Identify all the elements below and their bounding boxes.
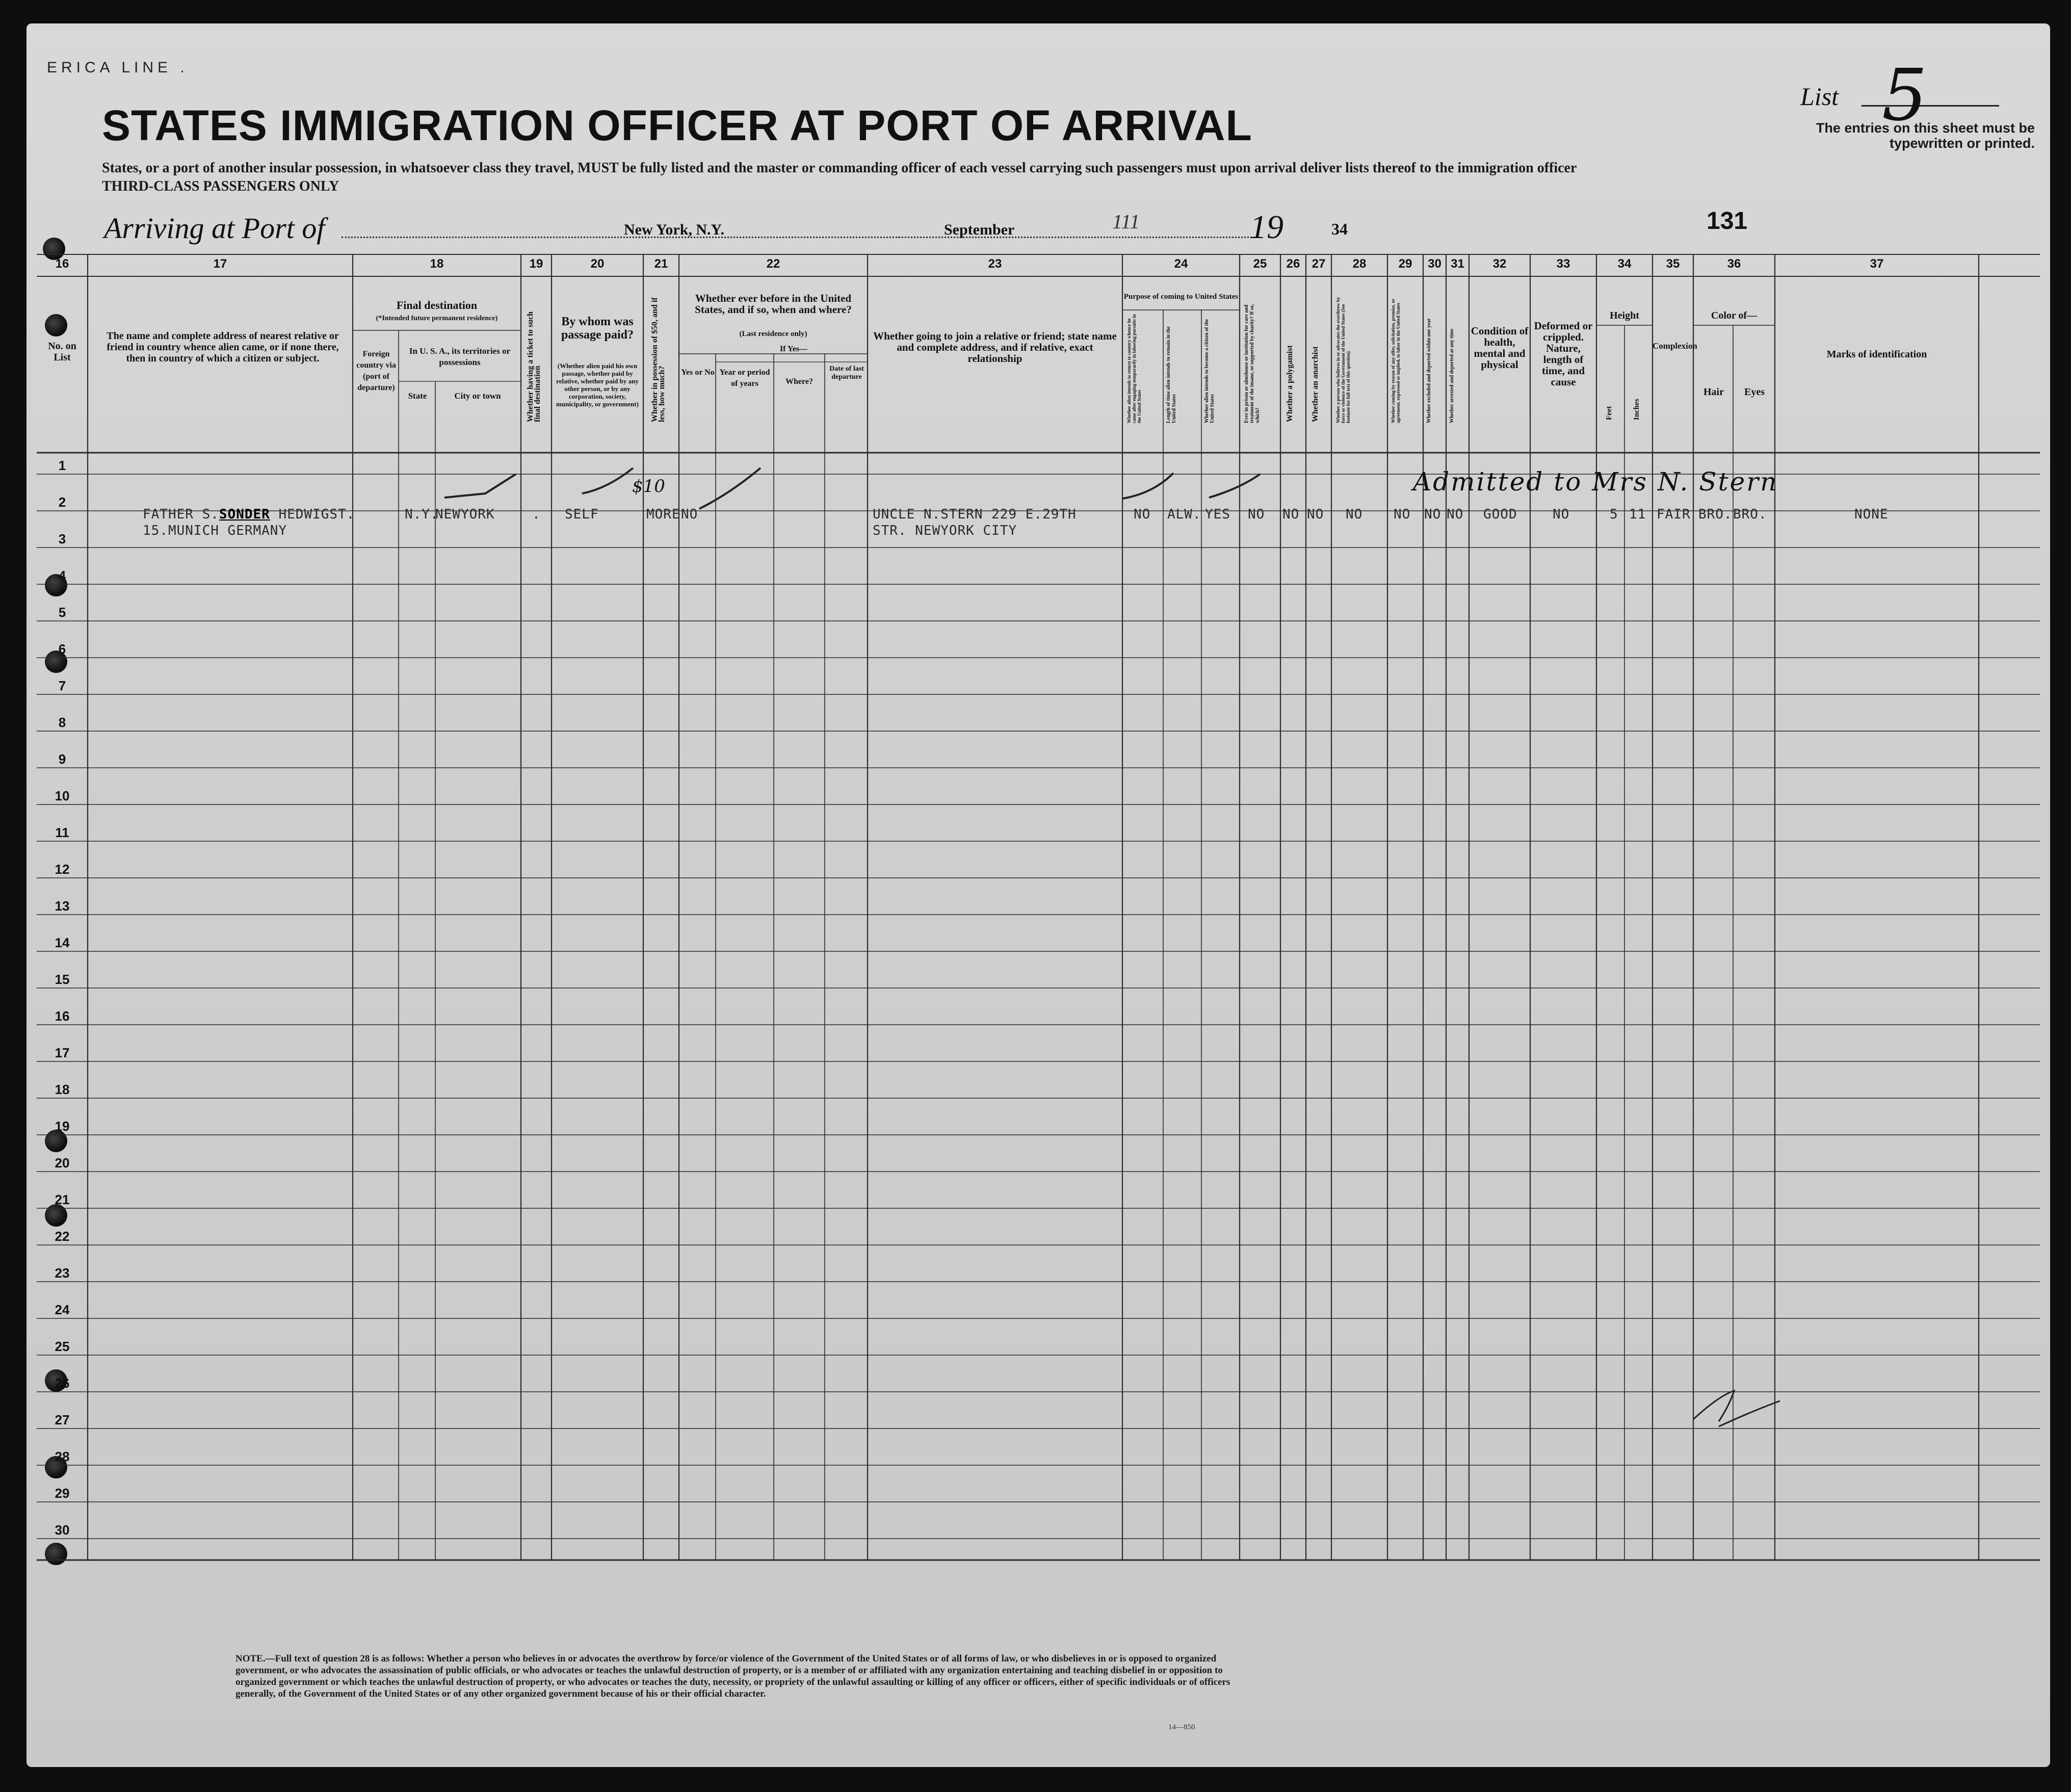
row-number: 14 xyxy=(55,935,70,950)
header-if-yes: If Yes— xyxy=(779,345,808,353)
col-number-36: 36 xyxy=(1727,257,1741,271)
col-number-29: 29 xyxy=(1398,257,1412,271)
entry-q28: NO xyxy=(1346,507,1363,522)
row-number: 26 xyxy=(55,1375,70,1391)
list-label: List xyxy=(1800,82,1839,111)
entry-health: GOOD xyxy=(1483,507,1517,522)
col-number-27: 27 xyxy=(1312,257,1326,271)
entry-before: NO xyxy=(681,507,698,522)
col-number-17: 17 xyxy=(213,257,227,271)
header-marks: Marks of identification xyxy=(1826,349,1927,360)
page-title: STATES IMMIGRATION OFFICER AT PORT OF ARRIVAL xyxy=(102,101,1252,149)
header-final-destination-note: (*Intended future permanent residence) xyxy=(376,315,498,322)
entry-ticket: . xyxy=(532,507,541,522)
entry-prison: NO xyxy=(1248,507,1265,522)
header-state: State xyxy=(408,391,427,401)
row-number: 8 xyxy=(58,715,66,730)
header-eyes: Eyes xyxy=(1744,386,1765,398)
col-number-26: 26 xyxy=(1286,257,1300,271)
header-in-usa: In U. S. A., its territories or possessions xyxy=(409,346,511,367)
col-number-33: 33 xyxy=(1556,257,1570,271)
entry-deformed: NO xyxy=(1553,507,1570,522)
header-anarchist: Whether an anarchist xyxy=(1311,346,1320,422)
header-complexion: Complexion xyxy=(1653,341,1697,351)
entry-paid-by: SELF xyxy=(565,507,599,522)
row-number: 29 xyxy=(55,1486,70,1501)
header-ticket: Whether having a ticket to such final destination xyxy=(526,311,542,422)
form-code: 14—850 xyxy=(1168,1723,1195,1731)
row-number: 15 xyxy=(55,972,70,987)
entries-note: The entries on this sheet must be typewritten or printed. xyxy=(1816,120,2035,151)
arriving-label: Arriving at Port of xyxy=(104,212,325,245)
entry-state: N.Y. xyxy=(405,507,439,522)
entry-join-line1: UNCLE N.STERN 229 E.29TH xyxy=(873,507,1077,522)
header-q28: Whether a person who believes in or advocates the overthrow by force or violence of the Government of the United States (See footnote for full text of this question) xyxy=(1335,297,1351,423)
manifest-sheet xyxy=(27,23,2050,1767)
row-number: 28 xyxy=(55,1449,70,1464)
entry-anarchist: NO xyxy=(1307,507,1324,522)
row-number: 16 xyxy=(55,1008,70,1024)
page-number: 131 xyxy=(1707,207,1748,235)
header-prison: Ever in prison or almshouse or institution for care and treatment of the insane, or supported by charity? If so, which? xyxy=(1244,304,1261,423)
col-number-28: 28 xyxy=(1352,257,1367,271)
arrival-month: September xyxy=(944,221,1015,238)
header-final-destination: Final destination xyxy=(396,299,478,311)
handwritten-admission-note: Admitted to Mrs N. Stern xyxy=(1413,467,1778,497)
header-q29: Whether coming by reason of any offer, solicitation, promise, or agreement, expressed or implied, to labor in the United States xyxy=(1391,299,1401,423)
row-number: 30 xyxy=(55,1522,70,1538)
header-polygamist: Whether a polygamist xyxy=(1286,345,1294,422)
header-joining: Whether going to join a relative or friend; state name and complete address, and if relative, exact relationship xyxy=(873,330,1117,365)
row-number: 24 xyxy=(55,1302,70,1317)
arrival-day: 111 xyxy=(1112,210,1140,233)
row-number: 25 xyxy=(55,1339,70,1354)
entry-possession-hand: $10 xyxy=(632,476,665,497)
entry-feet: 5 xyxy=(1610,507,1618,522)
entry-purpose-return: NO xyxy=(1134,507,1151,522)
table-grid-lines xyxy=(37,254,2040,1640)
header-purpose-citizen: Whether alien intends to become a citizen of the United States xyxy=(1204,319,1215,423)
header-feet: Feet xyxy=(1605,406,1613,420)
header-before-note: (Last residence only) xyxy=(739,330,807,338)
arrival-port: New York, N.Y. xyxy=(624,221,724,238)
header-yes-no: Yes or No xyxy=(681,368,715,377)
header-purpose: Purpose of coming to United States xyxy=(1123,293,1239,301)
header-no-on-list: No. on List xyxy=(48,341,76,363)
row-number: 21 xyxy=(55,1192,70,1207)
entry-relative-prefix: FATHER S. xyxy=(143,507,219,522)
row-number: 5 xyxy=(58,605,66,620)
row-number: 22 xyxy=(55,1229,70,1244)
row-number: 6 xyxy=(58,641,66,657)
row-number: 2 xyxy=(58,495,66,510)
header-condition: Condition of health, mental and physical xyxy=(1471,325,1529,371)
header-nearest-relative: The name and complete address of nearest relative or friend in country whence alien came, or if none there, then in country of which a citizen or subject. xyxy=(107,330,339,364)
header-by-whom: By whom was passage paid? xyxy=(561,315,634,342)
passenger-class-label: THIRD-CLASS PASSENGERS ONLY xyxy=(102,178,339,194)
col-number-22: 22 xyxy=(766,257,780,271)
col-number-18: 18 xyxy=(430,257,444,271)
col-number-20: 20 xyxy=(590,257,605,271)
list-number: 5 xyxy=(1882,54,1928,137)
entry-complexion: FAIR xyxy=(1657,507,1691,522)
header-foreign-country: Foreign country via (port of departure) xyxy=(356,350,396,392)
header-year-period: Year or period of years xyxy=(719,368,770,388)
col-number-32: 32 xyxy=(1492,257,1507,271)
row-number: 19 xyxy=(55,1119,70,1134)
entry-q31: NO xyxy=(1447,507,1464,522)
col-number-35: 35 xyxy=(1666,257,1680,271)
col-number-34: 34 xyxy=(1617,257,1632,271)
header-q31: Whether arrested and deported at any time xyxy=(1449,328,1455,423)
col-number-21: 21 xyxy=(654,257,668,271)
col-number-25: 25 xyxy=(1253,257,1267,271)
header-purpose-length: Length of time alien intends to remain in the United States xyxy=(1166,326,1177,423)
row-number: 11 xyxy=(55,825,69,840)
header-date-departure: Date of last departure xyxy=(829,365,864,381)
row-number: 17 xyxy=(55,1045,70,1060)
entry-purpose-citizen: YES xyxy=(1205,507,1230,522)
entry-join-line2: STR. NEWYORK CITY xyxy=(873,523,1017,538)
entry-marks: NONE xyxy=(1854,507,1889,522)
entry-eyes: BRO. xyxy=(1733,507,1767,522)
entry-city: NEWYORK xyxy=(435,507,495,522)
col-number-23: 23 xyxy=(988,257,1002,271)
entry-q30: NO xyxy=(1424,507,1441,522)
header-hair: Hair xyxy=(1703,386,1724,398)
row-number: 23 xyxy=(55,1265,70,1281)
header-height: Height xyxy=(1610,310,1639,321)
col-number-16: 16 xyxy=(55,257,69,271)
col-number-24: 24 xyxy=(1174,257,1188,271)
row-number: 18 xyxy=(55,1082,70,1097)
row-number: 1 xyxy=(58,458,66,473)
header-where: Where? xyxy=(785,377,813,386)
arrival-year-suffix: 34 xyxy=(1331,220,1348,238)
entry-relative-line1 xyxy=(143,507,355,522)
page-subtitle: States, or a port of another insular possession, in whatsoever class they travel, MUST be fully listed and the master or commanding officer of each vessel carrying such passengers must upon arrival deliver lists thereof to the immigration officer xyxy=(102,160,1577,176)
header-inches: Inches xyxy=(1633,399,1641,420)
row-number: 27 xyxy=(55,1412,70,1427)
header-color-of: Color of— xyxy=(1711,310,1758,321)
header-before-in-us: Whether ever before in the United States, and if so, when and where? xyxy=(695,292,852,316)
shipping-line-label: ERICA LINE . xyxy=(47,59,189,76)
entry-q29: NO xyxy=(1394,507,1411,522)
col-number-30: 30 xyxy=(1428,257,1441,271)
header-q30: Whether excluded and deported within one year xyxy=(1426,318,1432,423)
header-deformed: Deformed or crippled. Nature, length of time, and cause xyxy=(1534,320,1593,388)
row-number: 9 xyxy=(58,751,66,767)
entry-hair: BRO. xyxy=(1698,507,1733,522)
row-number: 12 xyxy=(55,862,70,877)
header-city: City or town xyxy=(454,391,501,401)
header-possession-50: Whether in possession of $50, and if less, how much? xyxy=(650,297,666,422)
row-number: 7 xyxy=(58,678,66,693)
col-number-19: 19 xyxy=(529,257,543,271)
header-purpose-return: Whether alien intends to return to country whence he came after engaging temporarily in laboring pursuits in the United States xyxy=(1126,314,1142,423)
row-number: 3 xyxy=(58,531,66,547)
footnote-question-28: NOTE.—Full text of question 28 is as follows: Whether a person who believes in or advocates the overthrow by force/or violence of the Government of the United States or of all forms of law, or who disbelieves in or is opposed to organized government, or who advocates the assassination of public officials, or who advocates or teaches the unlawful destruction of property, or is a member of or affiliated with any organization entertaining and teaching disbelief in or opposition to organized government or which teaches the unlawful destruction of property, or who advocates or teaches the duty, necessity, or propriety of the unlawful assaulting or killing of any officer or officers, either of specific individuals or of officers generally, of the Government of the United States or of any other organized government because of his or their official character. xyxy=(235,1653,1230,1699)
col-number-31: 31 xyxy=(1451,257,1464,271)
row-number: 10 xyxy=(55,788,70,803)
entry-relative-name: SONDER xyxy=(219,507,270,522)
col-number-37: 37 xyxy=(1870,257,1884,271)
entry-polygamist: NO xyxy=(1282,507,1300,522)
row-number: 4 xyxy=(58,568,66,583)
row-number: 13 xyxy=(55,898,70,914)
manifest-table xyxy=(37,254,2040,1640)
arrival-year-prefix: 19 xyxy=(1250,209,1283,246)
entry-relative-street: HEDWIGST. xyxy=(278,507,355,522)
entry-purpose-length: ALW. xyxy=(1167,507,1201,522)
row-number: 20 xyxy=(55,1155,70,1171)
entry-possession: MORE xyxy=(646,507,680,522)
entry-relative-line2: 15.MUNICH GERMANY xyxy=(143,523,287,538)
entry-inches: 11 xyxy=(1629,507,1646,522)
header-by-whom-note: (Whether alien paid his own passage, whether paid by relative, whether paid by any other person, or by any corporation, society, municipality, or government) xyxy=(556,362,639,408)
